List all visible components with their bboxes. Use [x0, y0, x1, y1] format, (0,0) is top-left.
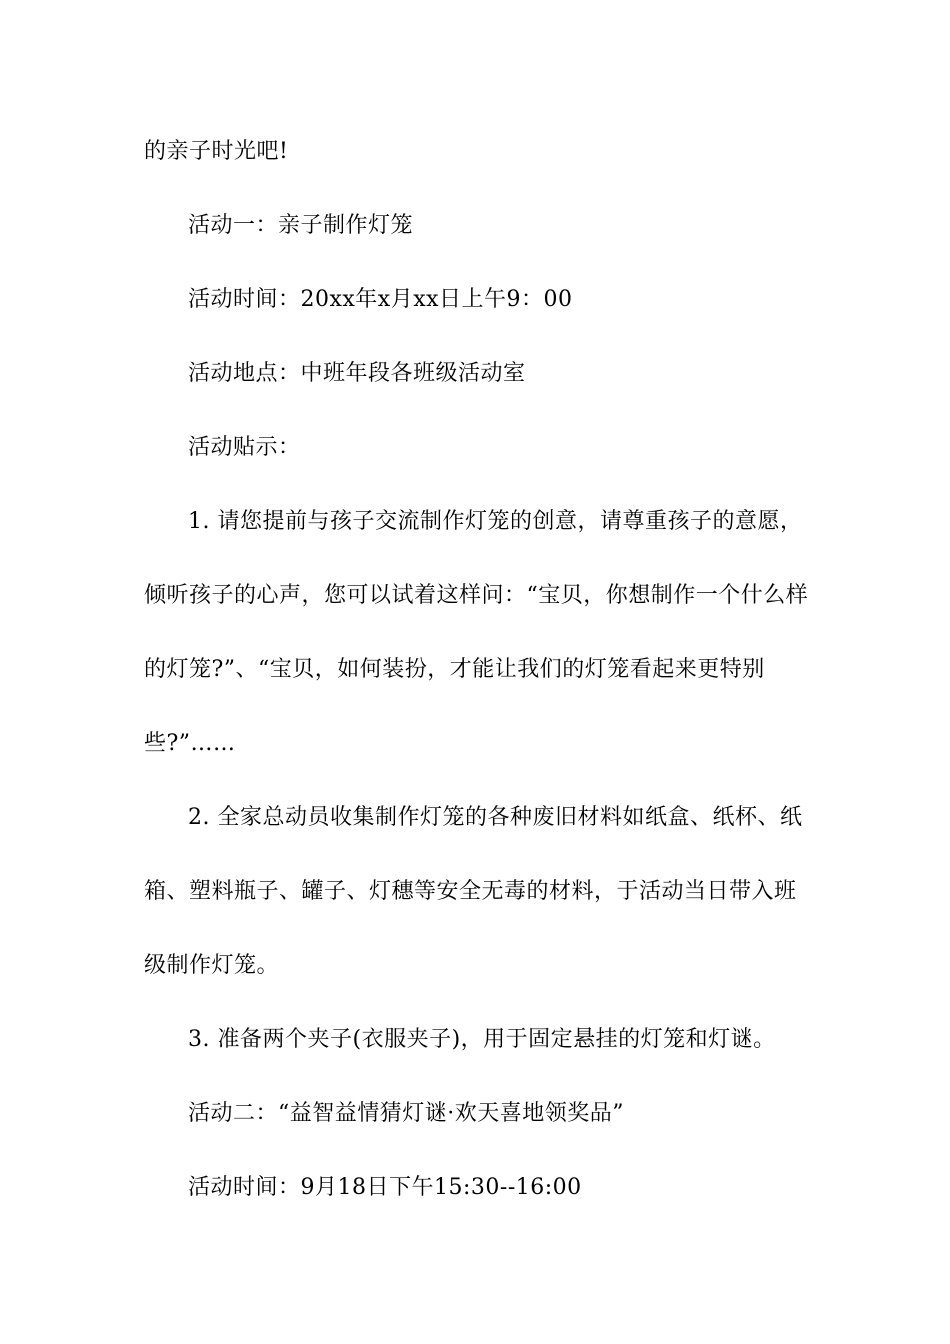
activity-two-heading: 活动二：“益智益情猜灯谜·欢天喜地领奖品”	[188, 1101, 624, 1126]
activity-two-time: 活动时间：9月18日下午15:30--16:00	[188, 1175, 582, 1200]
paragraph-continuation: 的亲子时光吧!	[144, 139, 289, 164]
tip-item-3: 3. 准备两个夹子(衣服夹子)，用于固定悬挂的灯笼和灯谜。	[188, 1027, 776, 1052]
activity-one-location: 活动地点：中班年段各班级活动室	[188, 361, 526, 386]
tip-item-2: 2. 全家总动员收集制作灯笼的各种废旧材料如纸盒、纸杯、纸箱、塑料瓶子、罐子、灯穗等安全无毒的材料，于活动当日带入班级制作灯笼。	[144, 805, 803, 978]
document-body	[144, 115, 816, 1225]
tip-item-1: 1. 请您提前与孩子交流制作灯笼的创意，请尊重孩子的意愿，倾听孩子的心声，您可以试着这样问：“宝贝，你想制作一个什么样的灯笼?”、“宝贝，如何装扮，才能让我们的灯笼看起来更特别些?”……	[144, 509, 809, 756]
activity-one-time: 活动时间：20xx年x月xx日上午9：00	[188, 287, 573, 312]
activity-tips-heading: 活动贴示：	[188, 435, 301, 460]
activity-one-heading: 活动一：亲子制作灯笼	[188, 213, 414, 238]
